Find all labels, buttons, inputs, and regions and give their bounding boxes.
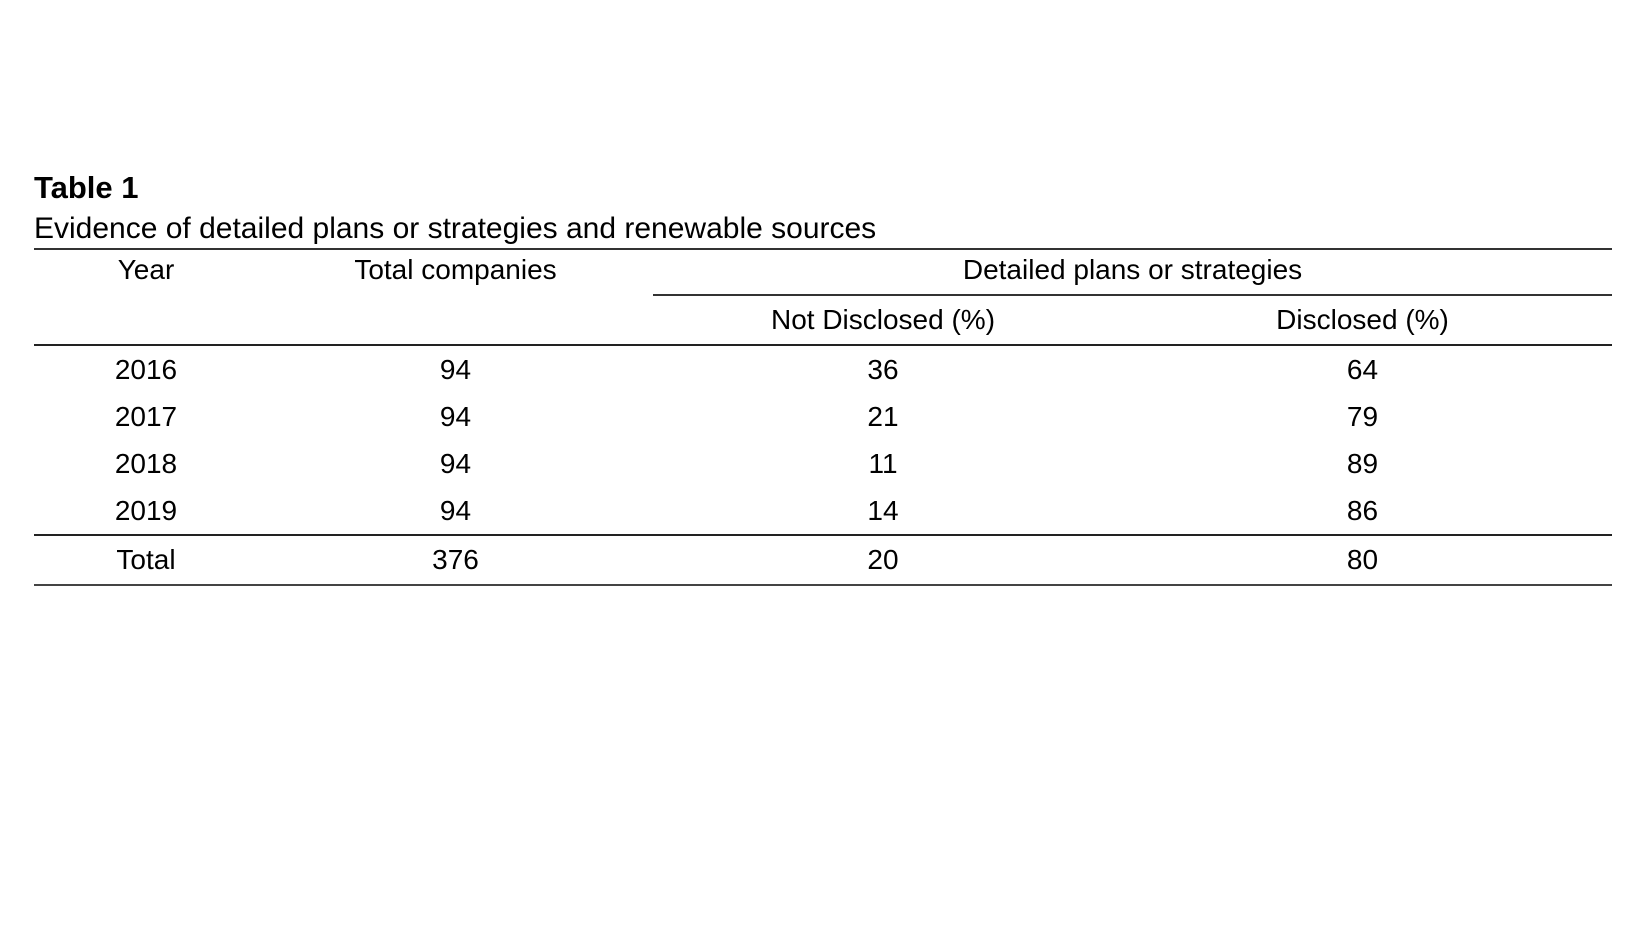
cell-total-disclosed: 80 [1113, 535, 1612, 585]
cell-total: 94 [439, 400, 472, 432]
subheader-row [34, 295, 1612, 345]
cell-total-not-disclosed: 20 [653, 535, 1113, 585]
cell-total: 94 [439, 447, 472, 479]
cell-total-label: Total [34, 535, 258, 585]
subheader-empty [34, 295, 258, 345]
table-row [34, 393, 1612, 440]
cell-disclosed: 86 [1113, 487, 1612, 535]
cell-year: 2017 [114, 400, 178, 432]
cell-disclosed: 79 [1346, 400, 1379, 432]
cell-total: 94 [258, 487, 653, 535]
table-figure [34, 170, 1612, 586]
table-label: Table 1 [34, 170, 139, 205]
cell-year: 2016 [114, 353, 178, 385]
cell-not-disclosed: 14 [653, 487, 1113, 535]
total-row [34, 535, 1612, 585]
table-row [34, 345, 1612, 393]
header-row [34, 249, 1612, 295]
cell-not-disclosed: 36 [867, 353, 899, 385]
table-row [34, 487, 1612, 535]
cell-disclosed: 89 [1346, 447, 1379, 479]
cell-year: 2019 [34, 487, 258, 535]
cell-disclosed: 64 [1346, 353, 1379, 385]
subheader-empty [258, 295, 653, 345]
cell-not-disclosed: 11 [868, 447, 898, 479]
cell-year: 2018 [114, 447, 178, 479]
header-not-disclosed: Not Disclosed (%) [653, 295, 1113, 345]
header-group-detailed-plans: Detailed plans or strategies [653, 249, 1612, 295]
header-year: Year [34, 249, 258, 295]
table-row [34, 440, 1612, 487]
header-disclosed: Disclosed (%) [1113, 295, 1612, 345]
cell-total-companies: 376 [258, 535, 653, 585]
data-table [34, 248, 1612, 586]
cell-not-disclosed: 21 [867, 400, 899, 432]
cell-total: 94 [439, 353, 472, 385]
header-total-companies: Total companies [258, 249, 653, 295]
table-caption: Evidence of detailed plans or strategies and renewable sources [34, 212, 877, 245]
